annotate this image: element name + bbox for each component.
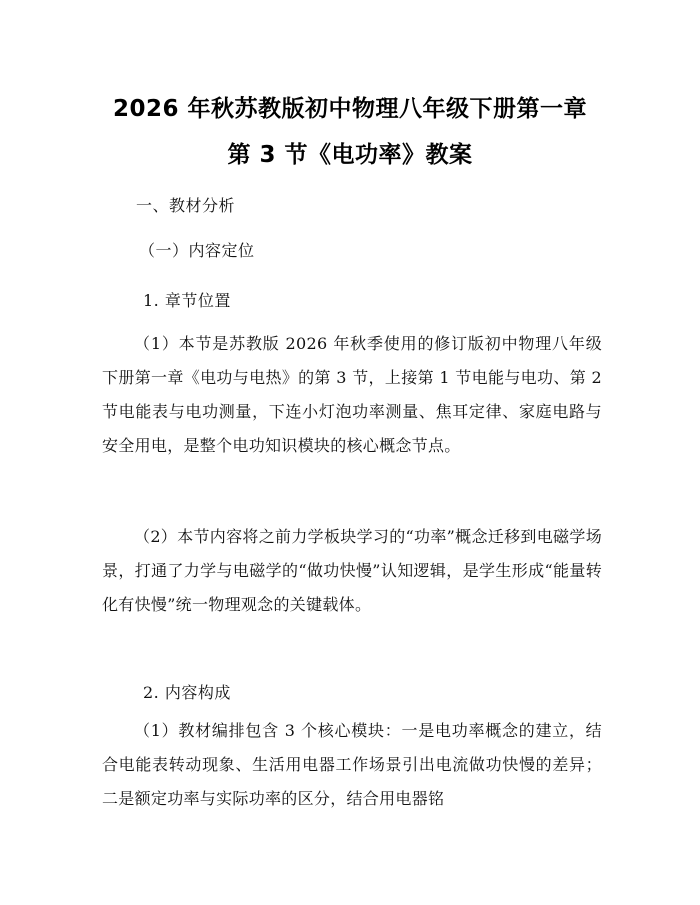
paragraph-content-composition-1: （1）教材编排包含 3 个核心模块：一是电功率概念的建立，结合电能表转动现象、生活用电器工作场景引出电流做功快慢的差异；二是额定功率与实际功率的区分，结合用电器铭 — [102, 721, 602, 808]
paragraph-chapter-position-1: （1）本节是苏教版 2026 年秋季使用的修订版初中物理八年级下册第一章《电功与电热》的第 3 节，上接第 1 节电能与电功、第 2 节电能表与电功测量，下连小灯泡功率测量、焦耳定律、家庭电路与安全用电，是整个电功知识模块的核心概念节点。 — [102, 334, 602, 455]
item-heading-content-composition: 2. 内容构成 — [143, 683, 231, 702]
document-title-line-2: 第 3 节《电功率》教案 — [227, 142, 473, 168]
item-heading-chapter-position: 1. 章节位置 — [143, 291, 231, 310]
section-heading-textbook-analysis: 一、教材分析 — [136, 196, 236, 215]
subsection-heading-content-positioning: （一）内容定位 — [139, 241, 255, 260]
document-title-line-1: 2026 年秋苏教版初中物理八年级下册第一章 — [112, 96, 588, 122]
paragraph-chapter-position-2: （2）本节内容将之前力学板块学习的“功率”概念迁移到电磁学场景，打通了力学与电磁学的“做功快慢”认知逻辑，是学生形成“能量转化有快慢”统一物理观念的关键载体。 — [102, 527, 602, 614]
